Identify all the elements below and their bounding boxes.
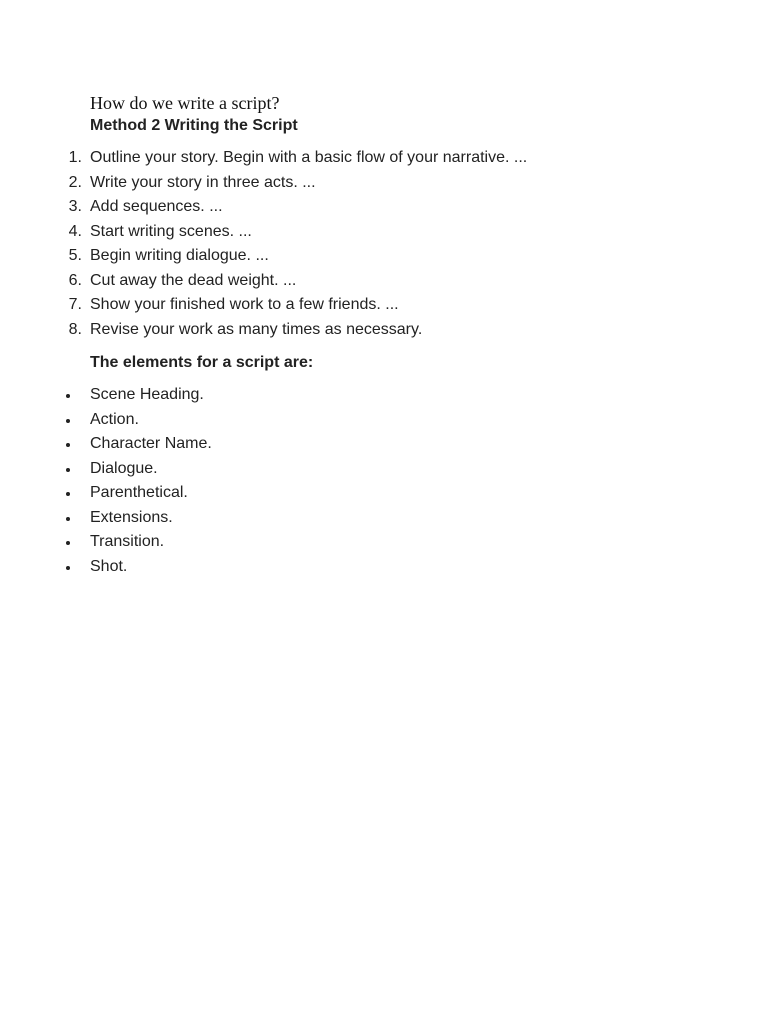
- list-item: [0, 148, 700, 173]
- list-item: [0, 434, 700, 459]
- step-number: 5.: [68, 247, 82, 264]
- bullet-icon: [66, 419, 70, 423]
- list-item: [0, 197, 700, 222]
- step-text: Show your finished work to a few friends. ...: [90, 296, 399, 313]
- bullet-icon: [66, 492, 70, 496]
- element-text: Dialogue.: [90, 459, 158, 477]
- bullet-icon: [66, 566, 70, 570]
- step-text: Add sequences. ...: [90, 198, 223, 215]
- element-text: Extensions.: [90, 508, 173, 526]
- list-item: [0, 295, 700, 320]
- bullet-icon: [66, 443, 70, 447]
- element-text: Shot.: [90, 557, 128, 575]
- step-number: 6.: [68, 271, 82, 289]
- elements-list: [0, 385, 700, 581]
- step-text: Outline your story. Begin with a basic flow of your narrative. ...: [90, 149, 528, 166]
- step-text: Write your story in three acts. ...: [90, 173, 316, 191]
- step-text: Start writing scenes. ...: [90, 222, 252, 240]
- bullet-icon: [66, 517, 70, 521]
- element-text: Character Name.: [90, 435, 212, 452]
- question-heading: How do we write a script?: [90, 93, 280, 113]
- bullet-icon: [66, 541, 70, 545]
- list-item: [0, 271, 700, 296]
- element-text: Action.: [90, 410, 139, 428]
- list-item: [0, 508, 700, 533]
- elements-heading: The elements for a script are:: [90, 354, 314, 371]
- element-text: Parenthetical.: [90, 484, 188, 501]
- list-item: [0, 320, 700, 345]
- steps-list: [0, 148, 700, 344]
- list-item: [0, 459, 700, 484]
- element-text: Scene Heading.: [90, 386, 204, 403]
- step-text: Cut away the dead weight. ...: [90, 271, 297, 289]
- step-number: 8.: [68, 320, 82, 338]
- list-item: [0, 532, 700, 557]
- list-item: [0, 410, 700, 435]
- method-title: Method 2 Writing the Script: [90, 117, 298, 134]
- list-item: [0, 246, 700, 271]
- step-number: 7.: [68, 296, 82, 313]
- step-number: 1.: [68, 149, 82, 166]
- list-item: [0, 483, 700, 508]
- bullet-icon: [66, 468, 70, 472]
- step-number: 4.: [68, 222, 82, 240]
- list-item: [0, 222, 700, 247]
- step-number: 3.: [68, 198, 82, 215]
- step-text: Revise your work as many times as necessary.: [90, 320, 423, 338]
- list-item: [0, 173, 700, 198]
- step-text: Begin writing dialogue. ...: [90, 247, 269, 264]
- element-text: Transition.: [90, 533, 165, 550]
- bullet-icon: [66, 394, 70, 398]
- step-number: 2.: [68, 173, 82, 191]
- list-item: [0, 557, 700, 582]
- list-item: [0, 385, 700, 410]
